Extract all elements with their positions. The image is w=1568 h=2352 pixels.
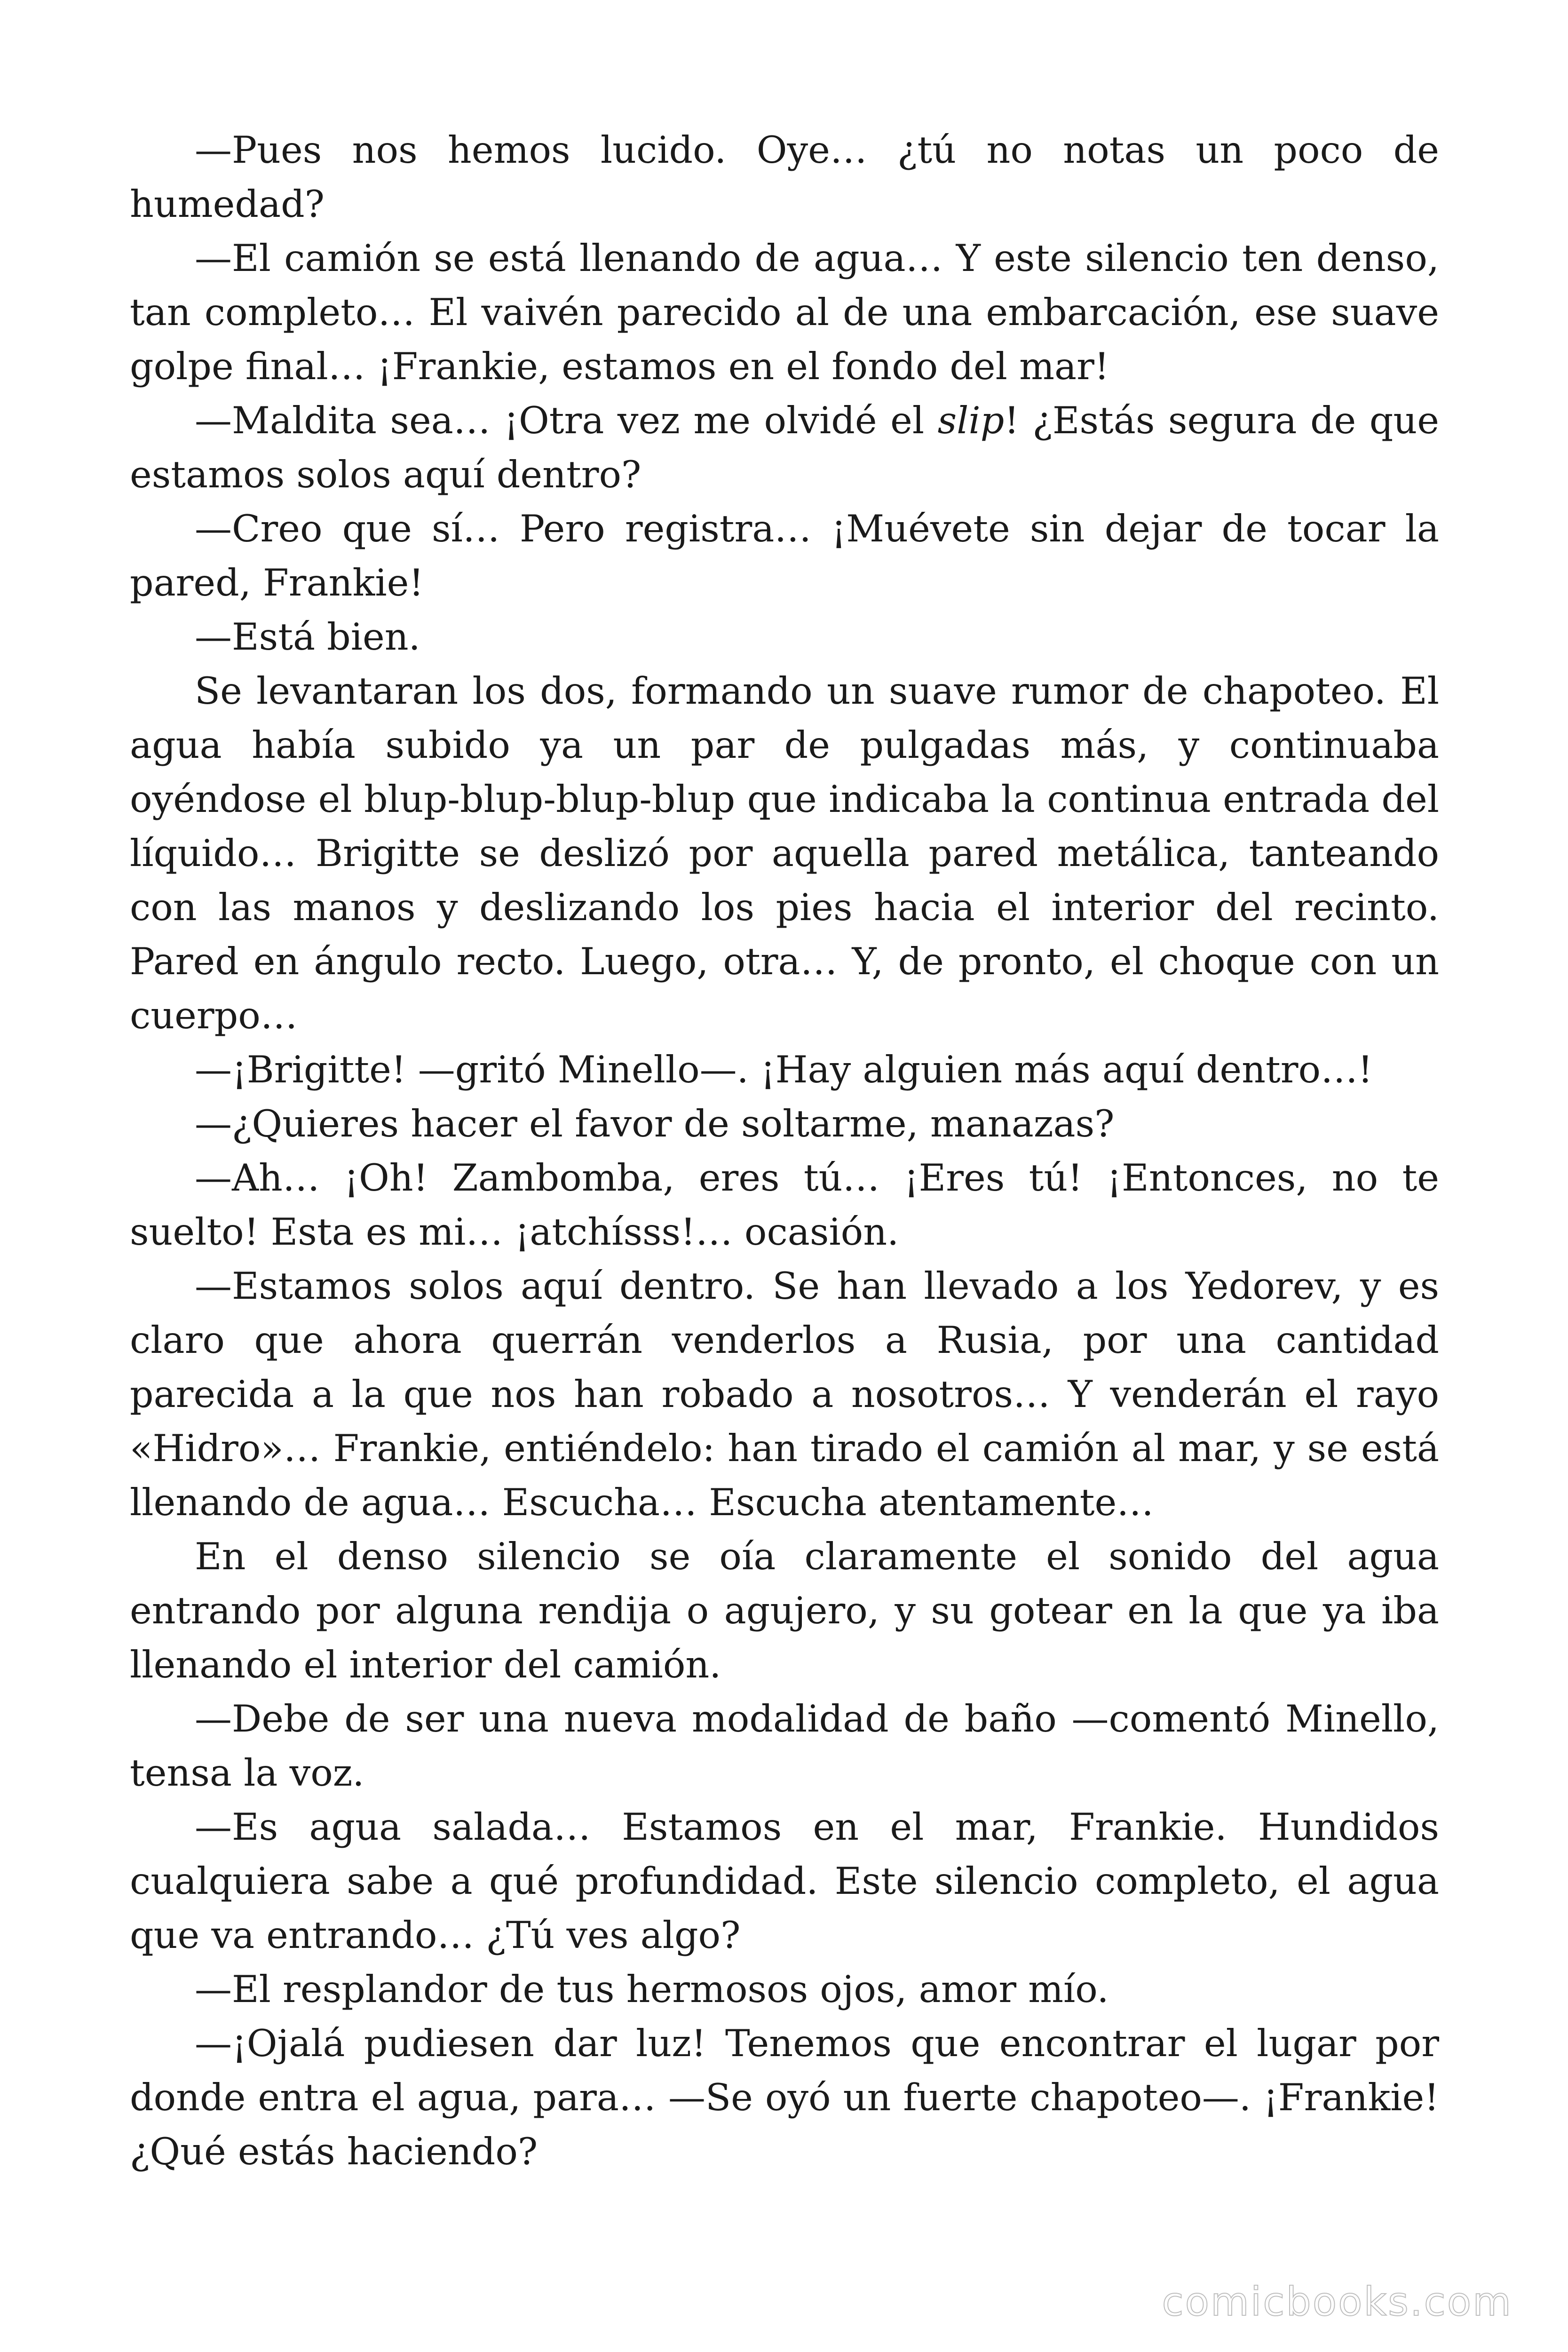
watermark: comicbooks.com — [1162, 2279, 1513, 2325]
paragraph: —Ah… ¡Oh! Zambomba, eres tú… ¡Eres tú! ¡Entonces, no te suelto! Esta es mi… ¡atchísss!… ocasión. — [130, 1156, 1439, 1254]
paragraph: —El camión se está llenando de agua… Y este silencio ten denso, tan completo… El vaivén parecido al de una embarcación, ese suave golpe final… ¡Frankie, estamos en el fondo del mar! — [130, 237, 1439, 388]
paragraph-with-italic — [130, 394, 1439, 502]
body-text — [130, 123, 1439, 2179]
paragraph-text-before: —Maldita sea… ¡Otra vez me olvidé el — [195, 399, 938, 442]
paragraph: —¡Brigitte! —gritó Minello—. ¡Hay alguien más aquí dentro…! — [195, 1048, 1373, 1091]
paragraph: —¿Quieres hacer el favor de soltarme, manazas? — [195, 1102, 1115, 1145]
paragraph-text-after: ! ¿Estás segura de que estamos solos aquí dentro? — [130, 399, 1440, 496]
paragraph: —Debe de ser una nueva modalidad de baño —comentó Minello, tensa la voz. — [130, 1697, 1439, 1795]
paragraph: —Está bien. — [195, 615, 420, 659]
paragraph: —Pues nos hemos lucido. Oye… ¿tú no notas un poco de humedad? — [130, 128, 1439, 226]
paragraph: —Estamos solos aquí dentro. Se han llevado a los Yedorev, y es claro que ahora querrán venderlos a Rusia, por una cantidad parecida a la que nos han robado a nosotros… Y venderán el rayo «Hidro»… Frankie, entiéndelo: han tirado el camión al mar, y se está llenando de agua… Escucha… Escucha atentamente… — [130, 1264, 1439, 1524]
paragraph: —El resplandor de tus hermosos ojos, amor mío. — [195, 1968, 1109, 2011]
paragraph: En el denso silencio se oía claramente el sonido del agua entrando por alguna rendija o agujero, y su gotear en la que ya iba llenando el interior del camión. — [130, 1535, 1439, 1686]
paragraph: Se levantaran los dos, formando un suave rumor de chapoteo. El agua había subido ya un par de pulgadas más, y continuaba oyéndose el blup-blup-blup-blup que indicaba la continua entrada del líquido… Brigitte se deslizó por aquella pared metálica, tanteando con las manos y deslizando los pies hacia el interior del recinto. Pared en ángulo recto. Luego, otra… Y, de pronto, el choque con un cuerpo… — [130, 669, 1439, 1037]
italic-word: slip — [937, 399, 1005, 442]
paragraph: —Es agua salada… Estamos en el mar, Frankie. Hundidos cualquiera sabe a qué profundidad. Este silencio completo, el agua que va entrando… ¿Tú ves algo? — [130, 1805, 1439, 1957]
paragraph: —Creo que sí… Pero registra… ¡Muévete sin dejar de tocar la pared, Frankie! — [130, 507, 1439, 604]
paragraph: —¡Ojalá pudiesen dar luz! Tenemos que encontrar el lugar por donde entra el agua, para… —Se oyó un fuerte chapoteo—. ¡Frankie! ¿Qué estás haciendo? — [130, 2022, 1439, 2173]
